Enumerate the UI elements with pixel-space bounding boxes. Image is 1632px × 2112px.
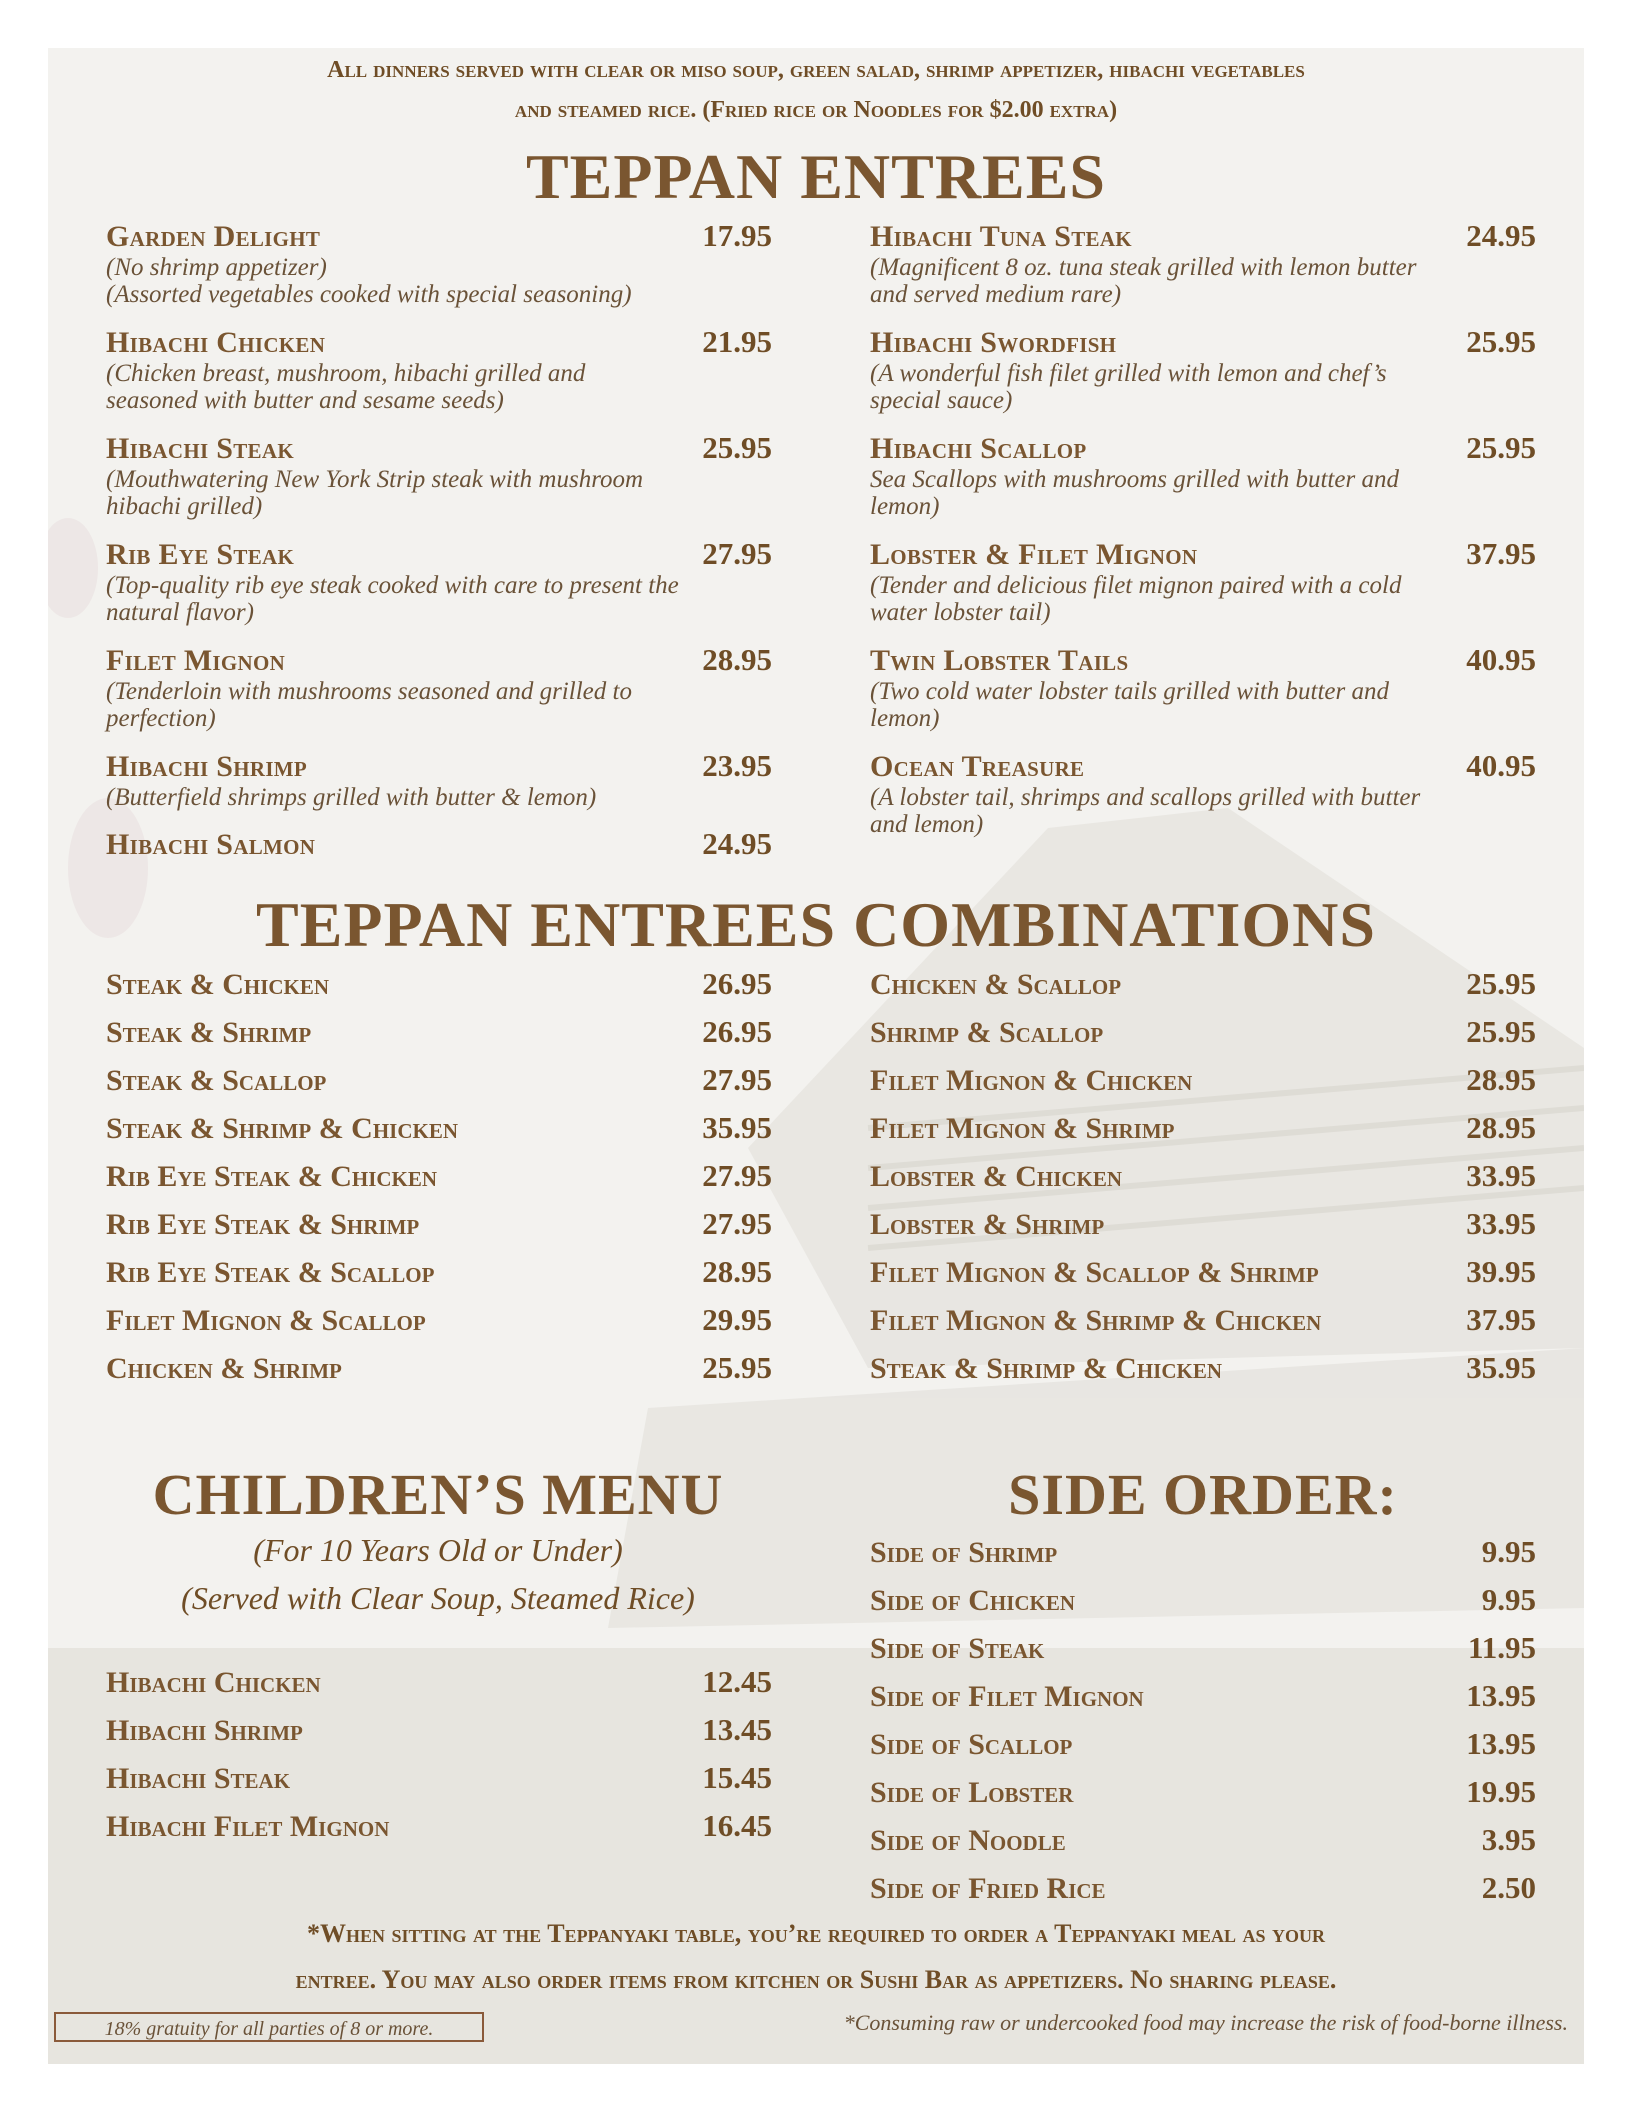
- combinations-title: TEPPAN ENTREES COMBINATIONS: [256, 889, 1376, 960]
- side-item: Side of Fried Rice 2.50: [870, 1870, 1536, 1905]
- entree-item: Hibachi Scallop 25.95 Sea Scallops with mushrooms grilled with butter and lemon): [870, 430, 1536, 520]
- combo-item: Rib Eye Steak & Scallop 28.95: [106, 1254, 772, 1289]
- entree-item: Garden Delight 17.95 (No shrimp appetizer) (Assorted vegetables cooked with special seasoning): [106, 218, 772, 308]
- side-item: Side of Shrimp 9.95: [870, 1534, 1536, 1569]
- combo-item: Lobster & Chicken 33.95: [870, 1158, 1536, 1193]
- childrens-item: Hibachi Filet Mignon 16.45: [106, 1808, 772, 1843]
- side-item: Side of Chicken 9.95: [870, 1582, 1536, 1617]
- entree-item: Hibachi Steak 25.95 (Mouthwatering New York Strip steak with mushroom hibachi grilled): [106, 430, 772, 520]
- combo-item: Filet Mignon & Shrimp 28.95: [870, 1110, 1536, 1145]
- combo-item: Steak & Shrimp & Chicken 35.95: [870, 1350, 1536, 1385]
- childrens-item: Hibachi Steak 15.45: [106, 1760, 772, 1795]
- side-item: Side of Scallop 13.95: [870, 1726, 1536, 1761]
- entrees-title: TEPPAN ENTREES: [525, 141, 1107, 212]
- combo-item: Rib Eye Steak & Shrimp 27.95: [106, 1206, 772, 1241]
- combo-item: Steak & Shrimp & Chicken 35.95: [106, 1110, 772, 1145]
- teppanyaki-policy-line-1: *When sitting at the Teppanyaki table, you’re required to order a Teppanyaki meal as your: [306, 1919, 1326, 1948]
- combo-item: Filet Mignon & Scallop & Shrimp 39.95: [870, 1254, 1536, 1289]
- combo-item: Steak & Scallop 27.95: [106, 1062, 772, 1097]
- combo-item: Steak & Shrimp 26.95: [106, 1014, 772, 1049]
- entree-item: Hibachi Shrimp 23.95 (Butterfield shrimps grilled with butter & lemon): [106, 748, 772, 811]
- childrens-age-note: (For 10 Years Old or Under): [253, 1532, 623, 1568]
- entree-item: Lobster & Filet Mignon 37.95 (Tender and delicious filet mignon paired with a cold water lobster tail): [870, 536, 1536, 626]
- entree-item: Hibachi Salmon 24.95: [106, 826, 772, 861]
- combo-item: Filet Mignon & Shrimp & Chicken 37.95: [870, 1302, 1536, 1337]
- combo-item: Rib Eye Steak & Chicken 27.95: [106, 1158, 772, 1193]
- entree-item: Hibachi Chicken 21.95 (Chicken breast, mushroom, hibachi grilled and seasoned with butter and sesame seeds): [106, 324, 772, 414]
- combo-item: Shrimp & Scallop 25.95: [870, 1014, 1536, 1049]
- entree-item: Ocean Treasure 40.95 (A lobster tail, shrimps and scallops grilled with butter and lemon): [870, 748, 1536, 838]
- side-order-title: SIDE ORDER:: [1008, 1462, 1398, 1527]
- entree-item: Twin Lobster Tails 40.95 (Two cold water lobster tails grilled with butter and lemon): [870, 642, 1536, 732]
- childrens-item: Hibachi Chicken 12.45: [106, 1664, 772, 1699]
- raw-food-disclaimer: *Consuming raw or undercooked food may increase the risk of food-borne illness.: [843, 2010, 1568, 2035]
- gratuity-notice: 18% gratuity for all parties of 8 or more.: [54, 2012, 484, 2042]
- teppanyaki-policy-line-2: entree. You may also order items from kitchen or Sushi Bar as appetizers. No sharing please.: [295, 1965, 1337, 1994]
- childrens-served-note: (Served with Clear Soup, Steamed Rice): [181, 1580, 695, 1616]
- side-item: Side of Filet Mignon 13.95: [870, 1678, 1536, 1713]
- combo-item: Chicken & Scallop 25.95: [870, 966, 1536, 1001]
- side-item: Side of Lobster 19.95: [870, 1774, 1536, 1809]
- entree-item: Rib Eye Steak 27.95 (Top-quality rib eye steak cooked with care to present the natural flavor): [106, 536, 772, 626]
- combo-item: Filet Mignon & Scallop 29.95: [106, 1302, 772, 1337]
- childrens-menu-title: CHILDREN’S MENU: [152, 1462, 724, 1527]
- combo-item: Steak & Chicken 26.95: [106, 966, 772, 1001]
- combo-item: Filet Mignon & Chicken 28.95: [870, 1062, 1536, 1097]
- intro-line-1: All dinners served with clear or miso soup, green salad, shrimp appetizer, hibachi vegetables: [327, 57, 1305, 83]
- combo-item: Chicken & Shrimp 25.95: [106, 1350, 772, 1385]
- entree-item: Filet Mignon 28.95 (Tenderloin with mushrooms seasoned and grilled to perfection): [106, 642, 772, 732]
- childrens-item: Hibachi Shrimp 13.45: [106, 1712, 772, 1747]
- side-item: Side of Noodle 3.95: [870, 1822, 1536, 1857]
- intro-line-2: and steamed rice. (Fried rice or Noodles for $2.00 extra): [514, 97, 1118, 123]
- menu-page: [48, 48, 1584, 2064]
- combo-item: Lobster & Shrimp 33.95: [870, 1206, 1536, 1241]
- entree-item: Hibachi Tuna Steak 24.95 (Magnificent 8 oz. tuna steak grilled with lemon butter and served medium rare): [870, 218, 1536, 308]
- side-item: Side of Steak 11.95: [870, 1630, 1536, 1665]
- entree-item: Hibachi Swordfish 25.95 (A wonderful fish filet grilled with lemon and chef’s special sauce): [870, 324, 1536, 414]
